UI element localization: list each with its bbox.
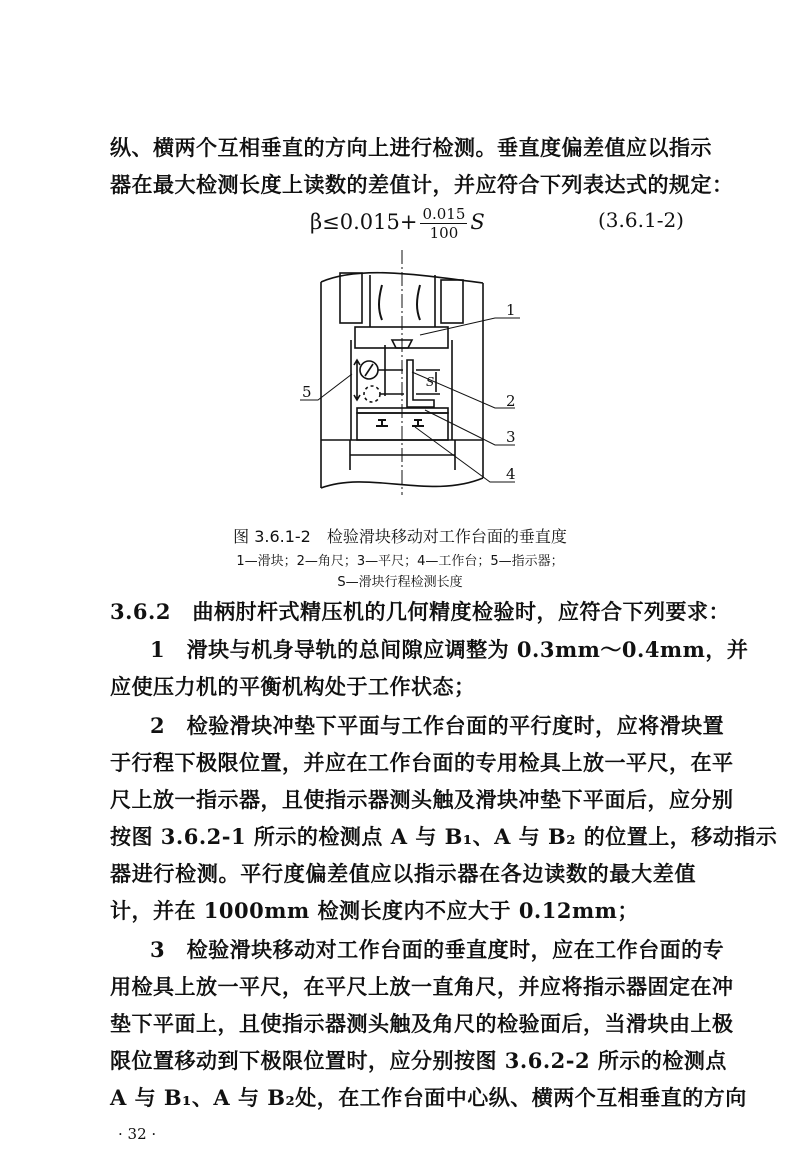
text-line: 1 滑块与机身导轨的总间隙应调整为 0.3mm～0.4mm，并 <box>150 637 749 662</box>
text-line: 应使压力机的平衡机构处于工作状态； <box>110 674 476 699</box>
text-line: 2 检验滑块冲垫下平面与工作台面的平行度时，应将滑块置 <box>150 713 725 738</box>
text-line: 于行程下极限位置，并应在工作台面的专用检具上放一平尺，在平 <box>110 750 734 775</box>
text-line: 垫下平面上，且使指示器测头触及角尺的检验面后，当滑块由上极 <box>110 1011 734 1036</box>
formula-numerator: 0.015 <box>422 205 466 223</box>
page-number: · 32 · <box>118 1125 157 1143</box>
text-line: 按图 3.6.2-1 所示的检测点 A 与 B₁、A 与 B₂ 的位置上，移动指示 <box>110 824 778 849</box>
text-line: A 与 B₁、A 与 B₂处，在工作台面中心纵、横两个互相垂直的方向 <box>110 1085 747 1110</box>
label-3: 3 <box>506 428 516 446</box>
text-line: 尺上放一指示器，且使指示器测头触及滑块冲垫下平面后，应分别 <box>110 787 734 812</box>
label-1: 1 <box>506 301 516 319</box>
text-line: 器进行检测。平行度偏差值应以指示器在各边读数的最大差值 <box>110 861 696 886</box>
text-line: 用检具上放一平尺，在平尺上放一直角尺，并应将指示器固定在冲 <box>110 974 734 999</box>
text-line: 计，并在 1000mm 检测长度内不应大于 0.12mm； <box>110 898 639 923</box>
figure-legend: 1—滑块；2—角尺；3—平尺；4—工作台；5—指示器； <box>236 554 564 569</box>
text-line: 纵、横两个互相垂直的方向上进行检测。垂直度偏差值应以指示 <box>110 135 712 160</box>
label-5: 5 <box>302 383 312 401</box>
formula-rhs: S <box>470 210 485 234</box>
svg-text:S: S <box>426 375 435 389</box>
formula-lhs: β≤0.015+ <box>310 210 418 234</box>
right-guide <box>441 280 463 323</box>
left-guide <box>340 273 362 323</box>
stroke-arrow <box>354 360 360 400</box>
formula-denominator: 100 <box>429 224 459 242</box>
section-heading: 3.6.2 曲柄肘杆式精压机的几何精度检验时，应符合下列要求： <box>110 599 730 624</box>
label-4: 4 <box>506 465 516 483</box>
equation-number: (3.6.1-2) <box>598 208 684 232</box>
text-line: 器在最大检测长度上读数的差值计，并应符合下列表达式的规定： <box>110 172 734 197</box>
text-line: 限位置移动到下极限位置时，应分别按图 3.6.2-2 所示的检测点 <box>110 1048 727 1073</box>
label-2: 2 <box>506 392 516 410</box>
figure-legend-s: S—滑块行程检测长度 <box>337 575 463 590</box>
figure-caption: 图 3.6.1-2 检验滑块移动对工作台面的垂直度 <box>233 527 567 546</box>
text-line: 3 检验滑块移动对工作台面的垂直度时，应在工作台面的专 <box>150 937 725 962</box>
